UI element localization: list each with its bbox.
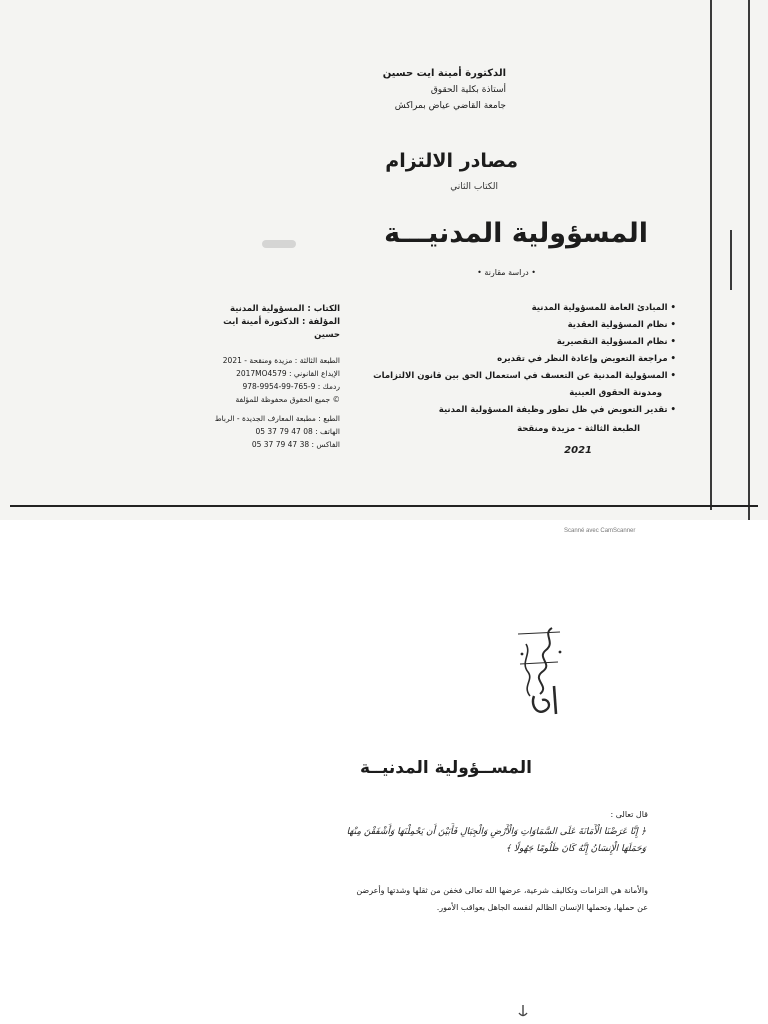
topic-item: • نظام المسؤولية التقصيرية [556,337,676,347]
basmala-calligraphy-icon [512,624,566,720]
colophon-book: الكتاب : المسؤولية المدنية [230,304,340,314]
colophon-edition: الطبعة الثالثة : مزيدة ومنقحة - 2021 [222,356,340,365]
colophon-phone: الهاتف : 08 47 79 37 05 [255,427,340,436]
book-title: المسؤولية المدنيـــة [384,218,648,249]
topic-item: • مراجعة التعويض وإعادة النظر في تقديره [497,354,676,364]
colophon-author: المؤلفة : الدكتورة أمينة ايت حسين [223,317,340,340]
ornament-icon [516,1004,530,1018]
author-block [306,66,506,114]
page-bottom-rule [10,505,758,507]
dedication-title: المســؤولية المدنيــة [360,758,532,778]
dedication-page [0,540,768,1024]
colophon-fax: الفاكس : 38 47 79 37 05 [251,440,340,449]
colophon-rights: © جميع الحقوق محفوظة للمؤلفة [235,395,340,404]
colophon-legal-deposit: الإيداع القانوني : 2017MO4579 [236,369,340,378]
page-edge-mark [730,230,732,290]
author-name: الدكتورة أمينة ايت حسين [382,68,506,79]
topic-item: • نظام المسؤولية العقدية [567,320,676,330]
colophon-printer: الطبع : مطبعة المعارف الجديدة - الرباط [214,414,340,423]
colophon-isbn: ردمك : 9-765-99-9954-978 [242,382,340,391]
topics-list [366,300,676,419]
verse-intro: قال تعالى : [610,810,648,819]
page-edge-line [748,0,750,520]
study-type: • دراسة مقارنة • [477,268,536,277]
main-title: مصادر الالتزام [385,150,518,172]
book-number: الكتاب الثاني [450,182,498,192]
scan-smudge [262,240,296,248]
scan-caption: Scanné avec CamScanner [564,528,636,534]
commentary: والأمانة هي التزامات وتكاليف شرعية، عرضها الله تعالى فخفن من ثقلها وشدتها وأعرضن عن حملها، وتحملها الإنسان الظالم لنفسه الجاهل بعواقب الأمور. [356,886,648,912]
topic-item: • المبادئ العامة للمسؤولية المدنية [531,303,676,313]
page-edge-line [710,0,712,510]
author-university: جامعة القاضي عياض بمراكش [394,101,506,111]
year: 2021 [564,445,592,456]
topic-item: • المسؤولية المدنية عن التعسف في استعمال الحق بين قانون الالتزامات [373,371,676,381]
author-title: أستاذة بكلية الحقوق [430,85,506,95]
topic-item: ومدونة الحقوق العينية [569,388,662,398]
colophon [204,303,340,451]
topic-item: • تقدير التعويض في ظل تطور وظيفة المسؤولية المدنية [438,405,676,415]
quran-verse: ﴿ إِنَّا عَرَضْنَا الْأَمَانَةَ عَلَى السَّمَاوَاتِ وَالْأَرْضِ وَالْجِبَالِ فَأَبَيْنَ أَن يَحْمِلْنَهَا وَأَشْفَقْنَ مِنْهَا وَحَمَلَهَا الْإِنسَانُ إِنَّهُ كَانَ ظَلُومًا جَهُولًا ﴾ [346,827,646,854]
edition: الطبعة الثالثة - مزيدة ومنقحة [517,424,640,434]
